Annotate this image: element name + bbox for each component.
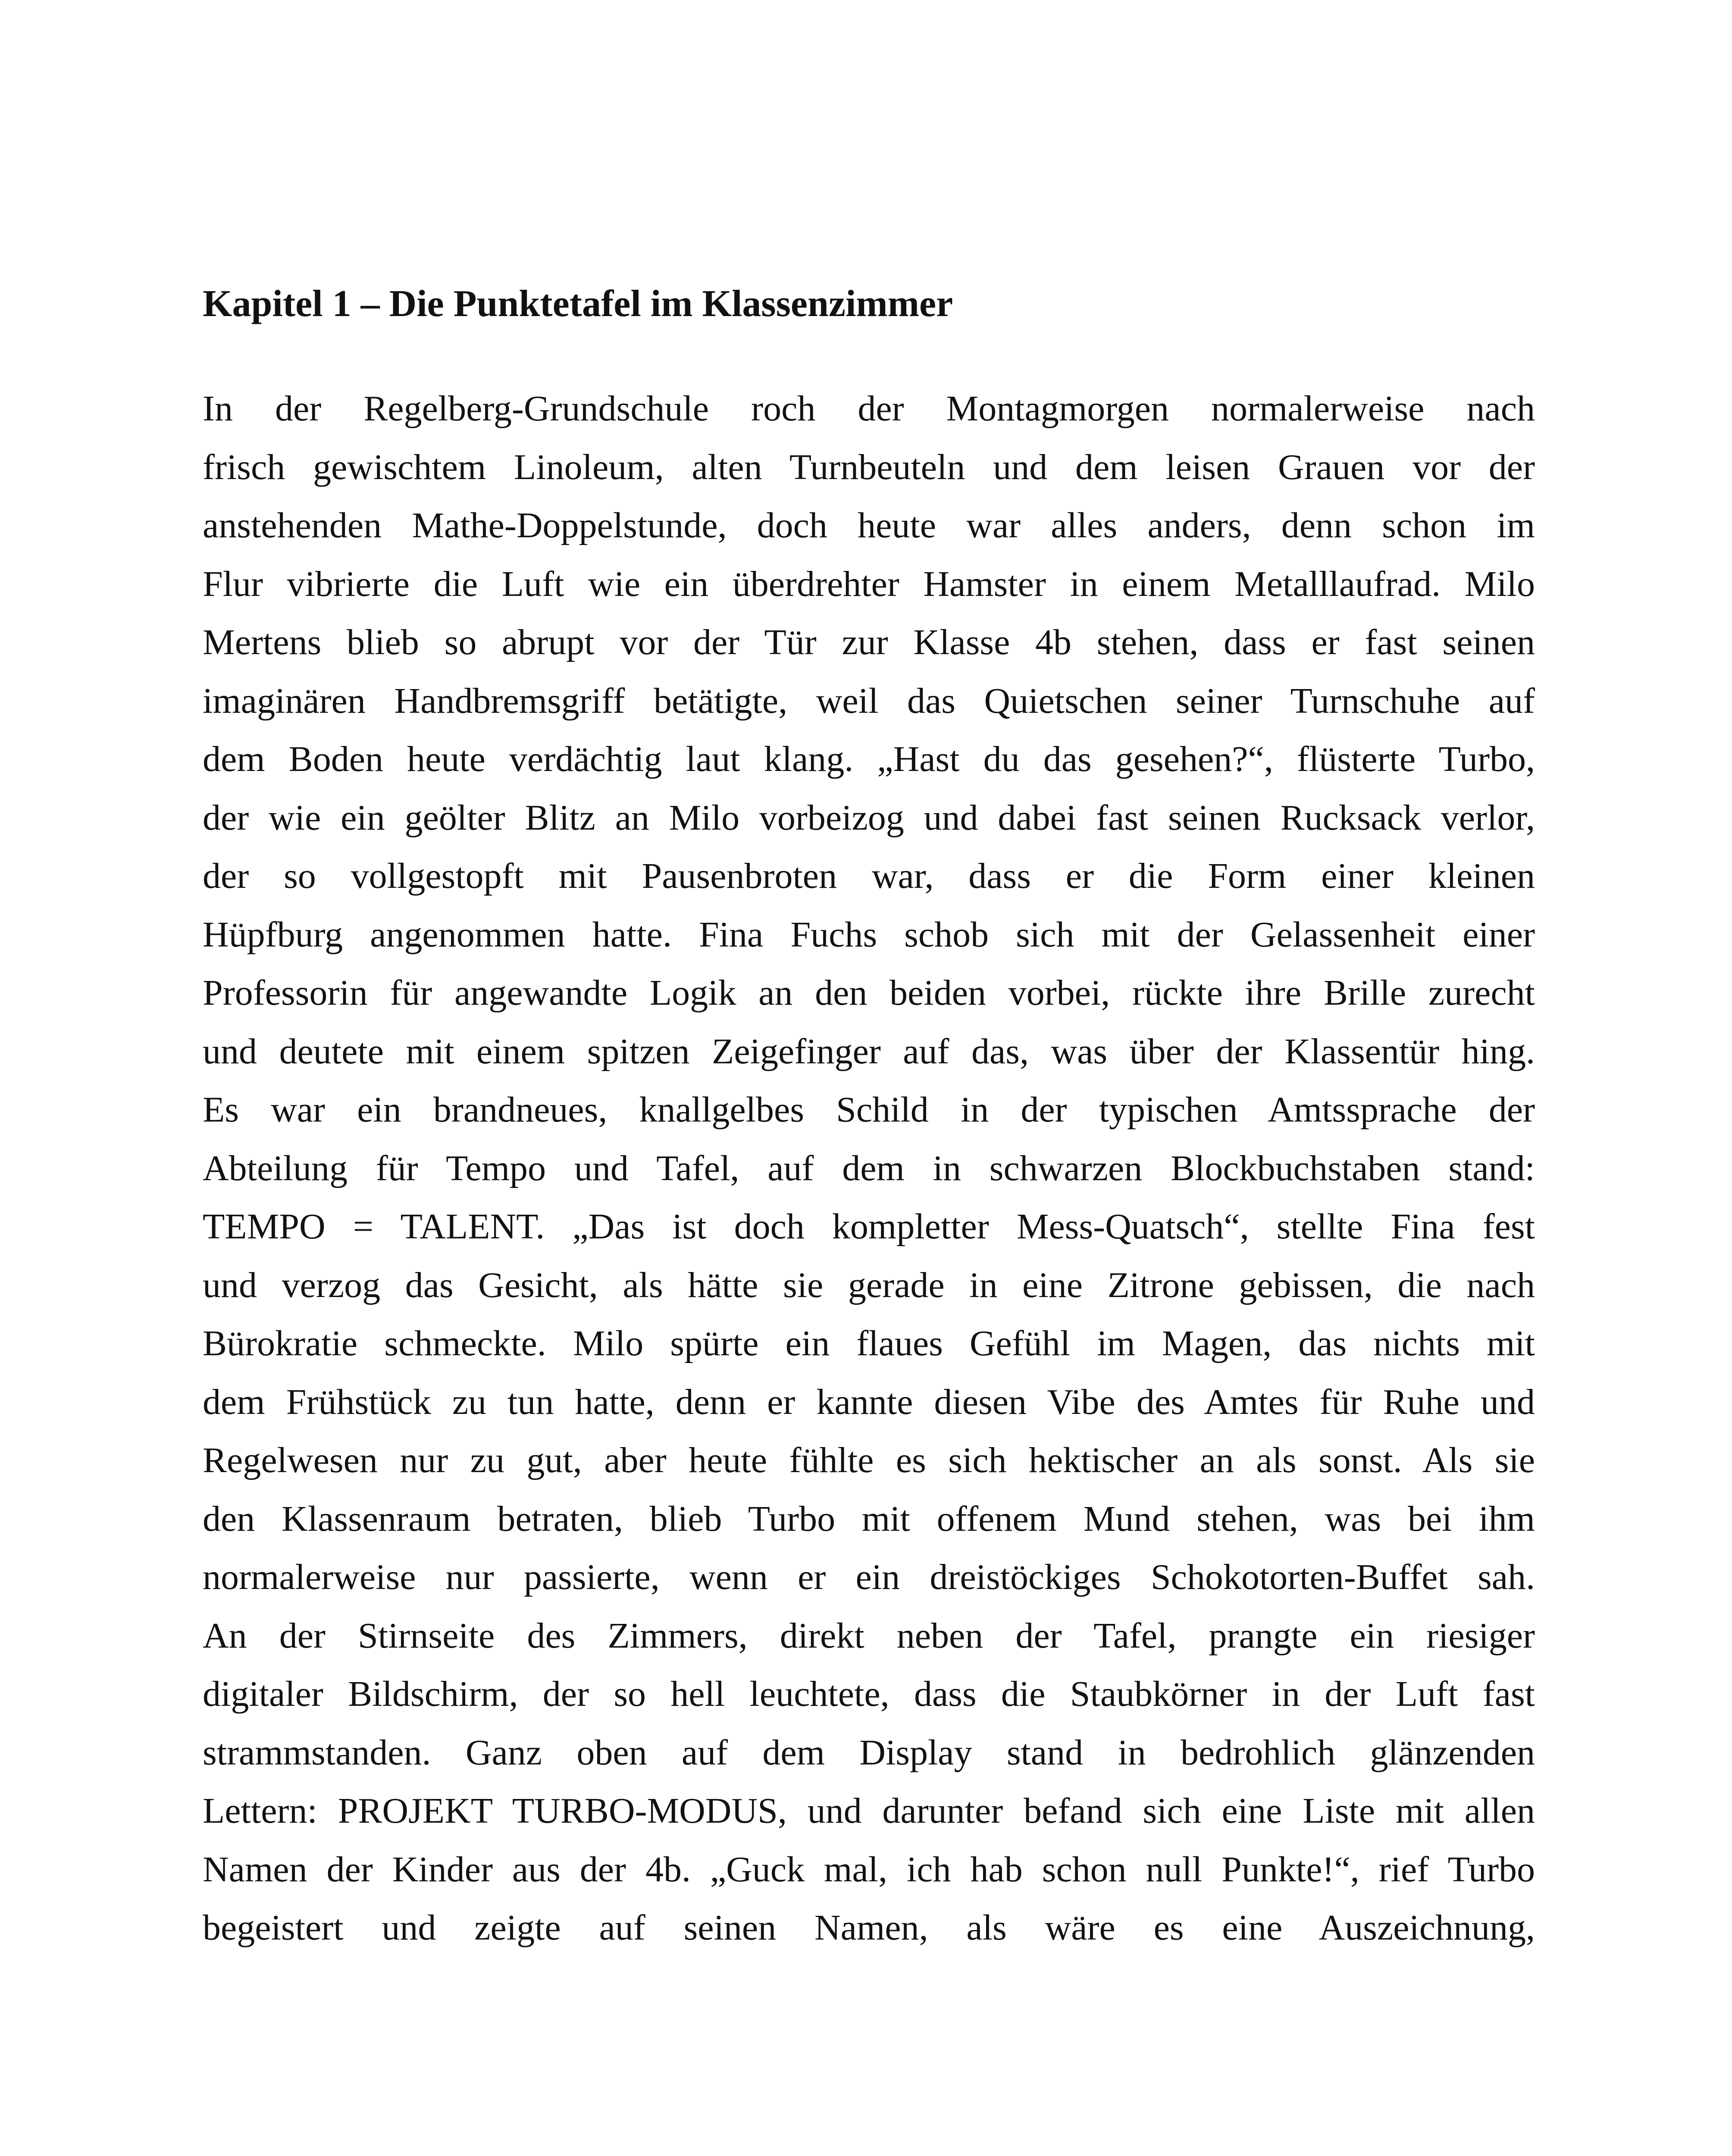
text-line: In der Regelberg-Grundschule roch der Montagmorgen normalerweise nach	[203, 389, 1535, 429]
text-line: den Klassenraum betraten, blieb Turbo mit offenem Mund stehen, was bei ihm	[203, 1498, 1535, 1539]
text-line: Mertens blieb so abrupt vor der Tür zur Klasse 4b stehen, dass er fast seinen	[203, 622, 1535, 662]
text-line: dem Boden heute verdächtig laut klang. „Hast du das gesehen?“, flüsterte Turbo,	[203, 739, 1535, 779]
text-line: und verzog das Gesicht, als hätte sie gerade in eine Zitrone gebissen, die nach	[203, 1265, 1535, 1305]
text-line: Lettern: PROJEKT TURBO-MODUS, und darunter befand sich eine Liste mit allen	[203, 1791, 1535, 1831]
text-line: begeistert und zeigte auf seinen Namen, als wäre es eine Auszeichnung,	[203, 1908, 1535, 1948]
text-line: An der Stirnseite des Zimmers, direkt neben der Tafel, prangte ein riesiger	[203, 1615, 1535, 1656]
text-line: Hüpfburg angenommen hatte. Fina Fuchs schob sich mit der Gelassenheit einer	[203, 914, 1535, 955]
chapter-title: Kapitel 1 – Die Punktetafel im Klassenzimmer	[203, 283, 953, 325]
text-line: und deutete mit einem spitzen Zeigefinger auf das, was über der Klassentür hing.	[203, 1031, 1535, 1072]
text-line: normalerweise nur passierte, wenn er ein dreistöckiges Schokotorten-Buffet sah.	[203, 1557, 1535, 1597]
text-line: TEMPO = TALENT. „Das ist doch kompletter Mess-Quatsch“, stellte Fina fest	[203, 1206, 1535, 1247]
text-line: Regelwesen nur zu gut, aber heute fühlte es sich hektischer an als sonst. Als sie	[203, 1440, 1535, 1480]
text-line: Es war ein brandneues, knallgelbes Schild in der typischen Amtssprache der	[203, 1090, 1535, 1130]
text-line: Namen der Kinder aus der 4b. „Guck mal, ich hab schon null Punkte!“, rief Turbo	[203, 1849, 1535, 1890]
text-line: der so vollgestopft mit Pausenbroten war, dass er die Form einer kleinen	[203, 856, 1535, 896]
chapter-body-text	[203, 379, 1535, 1957]
text-line: strammstanden. Ganz oben auf dem Display stand in bedrohlich glänzenden	[203, 1732, 1535, 1773]
text-line: anstehenden Mathe-Doppelstunde, doch heute war alles anders, denn schon im	[203, 505, 1535, 545]
text-line: imaginären Handbremsgriff betätigte, weil das Quietschen seiner Turnschuhe auf	[203, 680, 1535, 721]
text-line: dem Frühstück zu tun hatte, denn er kannte diesen Vibe des Amtes für Ruhe und	[203, 1382, 1535, 1422]
text-line: Bürokratie schmeckte. Milo spürte ein flaues Gefühl im Magen, das nichts mit	[203, 1323, 1535, 1363]
text-line: frisch gewischtem Linoleum, alten Turnbeuteln und dem leisen Grauen vor der	[203, 447, 1535, 487]
text-line: der wie ein geölter Blitz an Milo vorbeizog und dabei fast seinen Rucksack verlor,	[203, 797, 1535, 838]
text-line: digitaler Bildschirm, der so hell leuchtete, dass die Staubkörner in der Luft fast	[203, 1674, 1535, 1714]
text-line: Abteilung für Tempo und Tafel, auf dem in schwarzen Blockbuchstaben stand:	[203, 1148, 1535, 1188]
text-line: Flur vibrierte die Luft wie ein überdrehter Hamster in einem Metalllaufrad. Milo	[203, 564, 1535, 604]
text-line: Professorin für angewandte Logik an den beiden vorbei, rückte ihre Brille zurecht	[203, 973, 1535, 1013]
